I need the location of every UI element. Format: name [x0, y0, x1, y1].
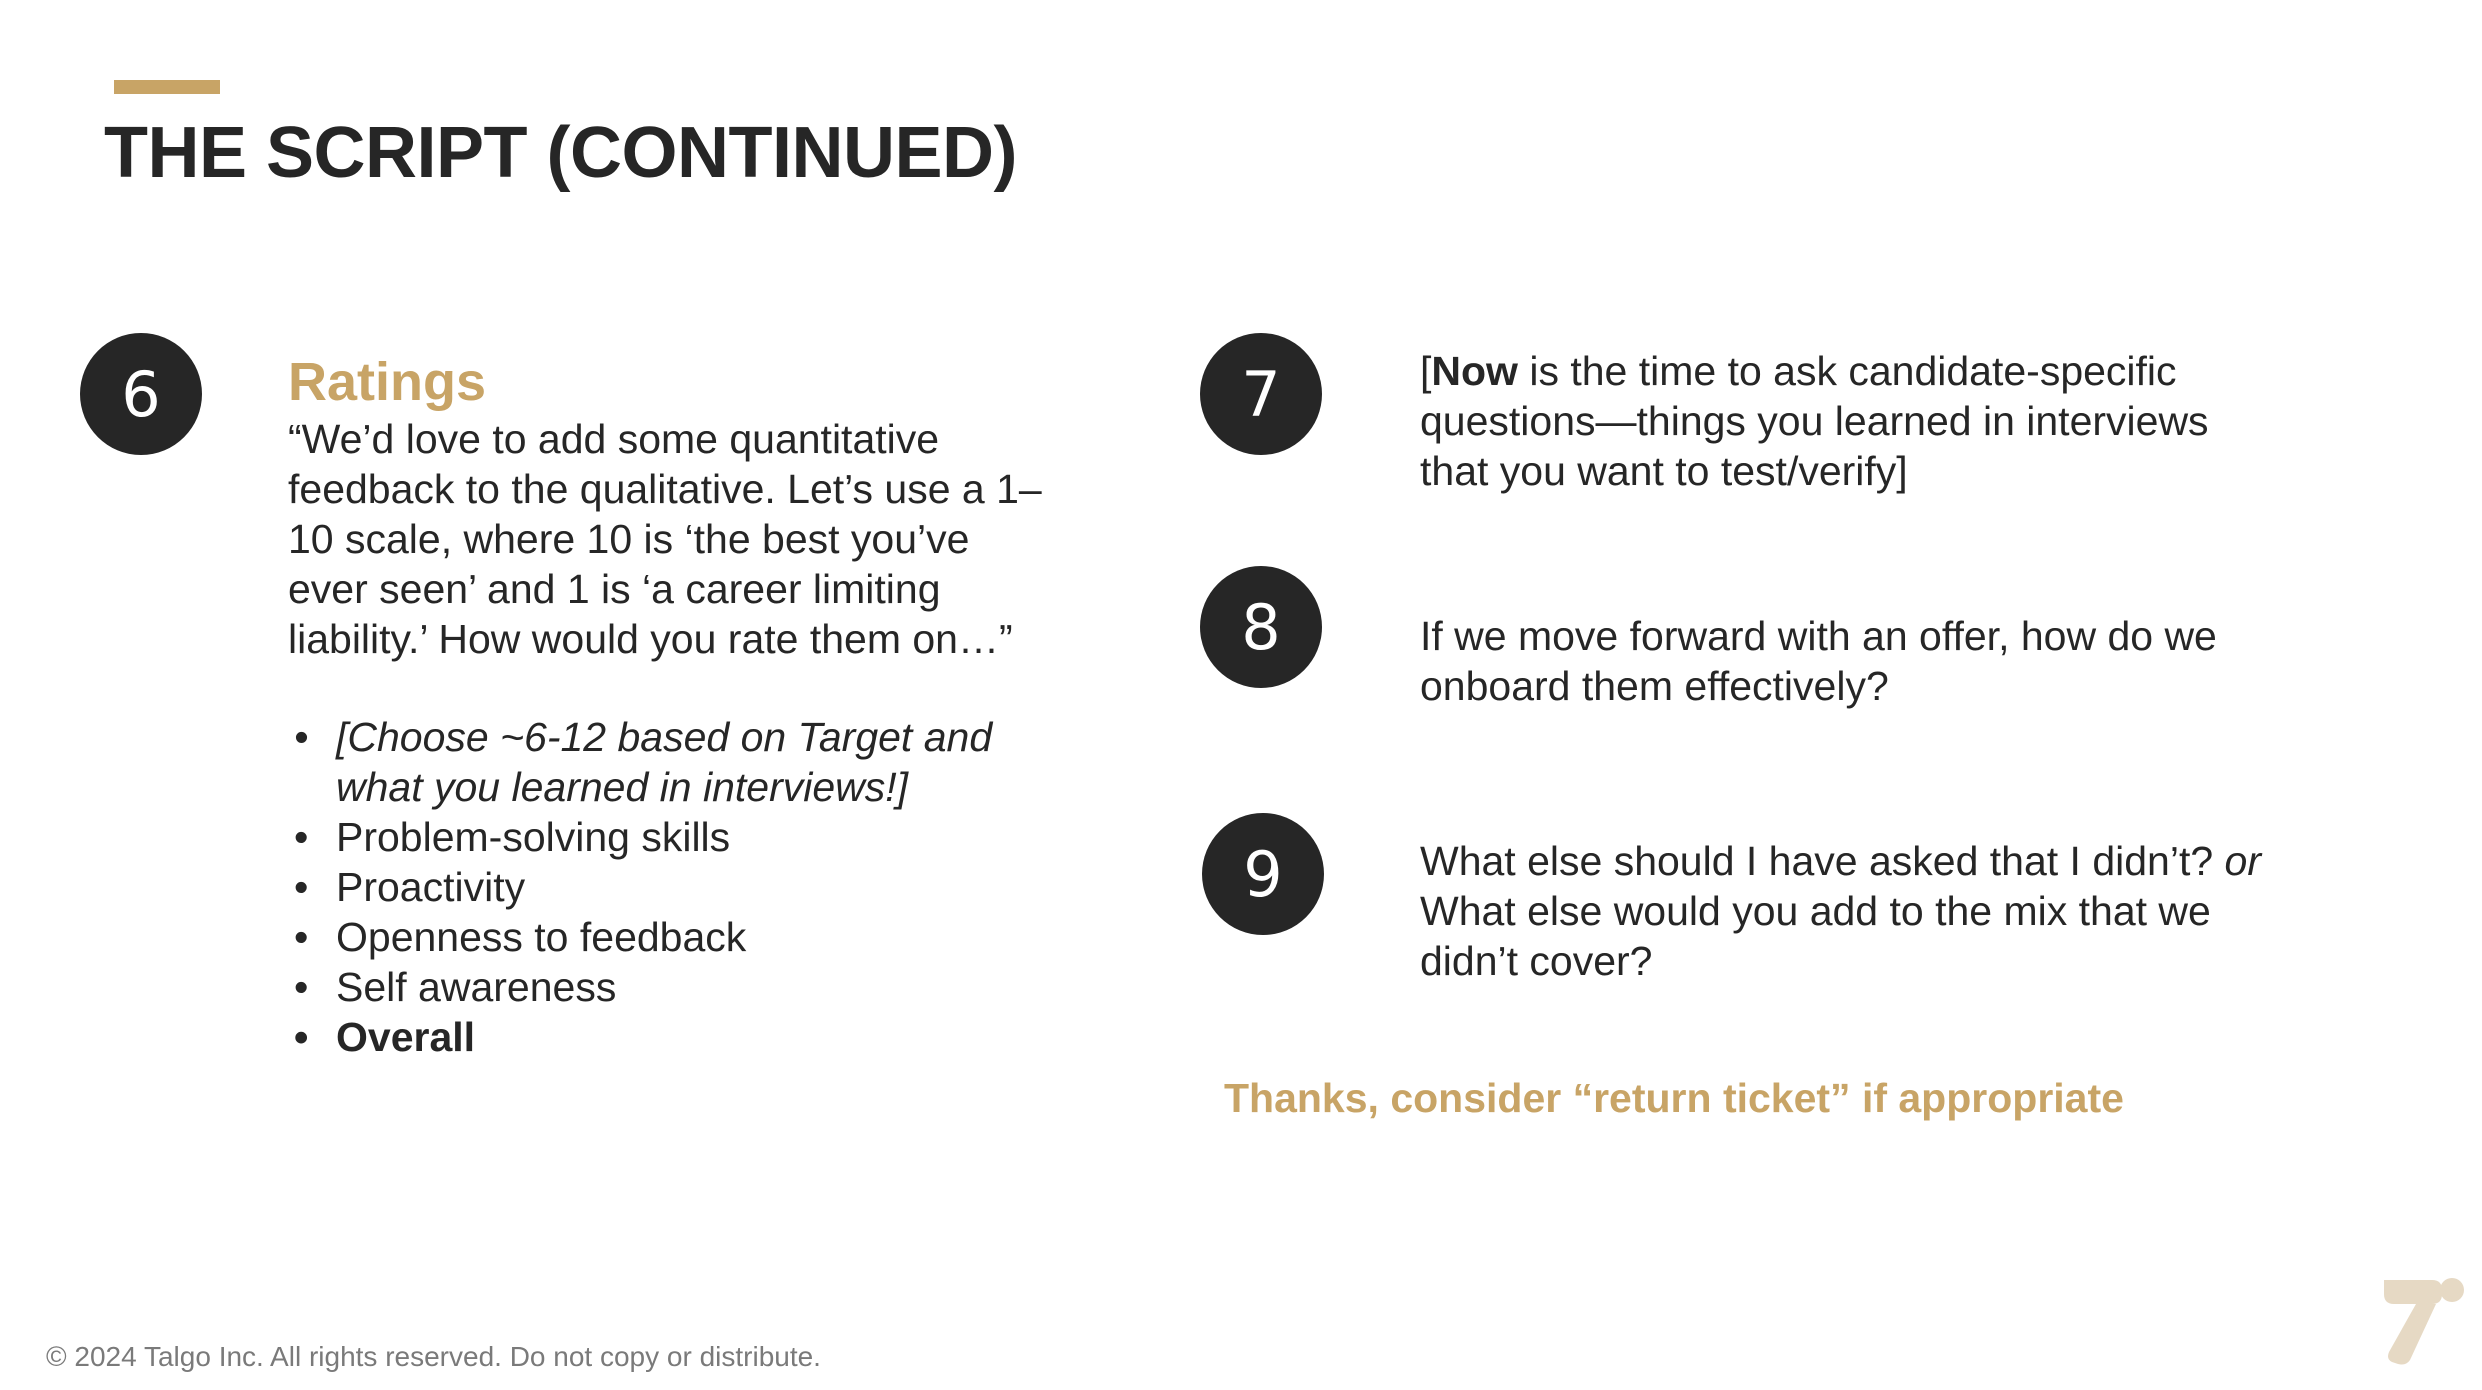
step-7-open-bracket: [: [1420, 348, 1432, 394]
list-item-instruction: • [Choose ~6-12 based on Target and what you learned in interviews!]: [288, 712, 1048, 812]
step-9-circle: [1202, 813, 1324, 935]
step-7-bold-word: Now: [1431, 348, 1518, 394]
step-7-number: 7: [1241, 357, 1281, 431]
list-item-proactivity: • Proactivity: [288, 862, 1048, 912]
step-6-circle: [80, 333, 202, 455]
list-item-self-awareness: • Self awareness: [288, 962, 1048, 1012]
step-7-circle: [1200, 333, 1322, 455]
title-accent-bar: [114, 80, 220, 94]
ratings-quote: “We’d love to add some quantitative feedback to the qualitative. Let’s use a 1–10 scale, where 10 is ‘the best you’ve ever seen’ and 1 is ‘a career limiting liability.’ How would you rate them on…”: [288, 416, 1042, 662]
step-8-circle: [1200, 566, 1322, 688]
talgo-logo-icon: [2376, 1276, 2466, 1366]
step-7-text: [1420, 346, 2280, 496]
page-title: THE SCRIPT (CONTINUED): [104, 113, 1017, 193]
step-6-number: 6: [121, 357, 161, 431]
step-9-italic-word: or: [2224, 838, 2262, 884]
step-9-text: [1420, 836, 2280, 986]
step-8-text: If we move forward with an offer, how do we onboard them effectively?: [1420, 613, 2217, 709]
list-item-problem-solving: • Problem-solving skills: [288, 812, 1048, 862]
footer-copyright: © 2024 Talgo Inc. All rights reserved. Do not copy or distribute.: [46, 1341, 821, 1372]
rating-criteria-list: [288, 712, 1048, 1062]
step-8-number: 8: [1241, 590, 1281, 664]
ratings-heading: Ratings: [288, 352, 487, 412]
list-item-overall: • Overall: [288, 1012, 1048, 1062]
step-9-number: 9: [1243, 837, 1283, 911]
list-item-openness: • Openness to feedback: [288, 912, 1048, 962]
step-9-after: What else would you add to the mix that we didn’t cover?: [1420, 888, 2211, 984]
step-9-before: What else should I have asked that I didn’t?: [1420, 838, 2225, 884]
step-7-body: is the time to ask candidate-specific questions—things you learned in interviews that you want to test/verify]: [1420, 348, 2209, 494]
thanks-note: Thanks, consider “return ticket” if appropriate: [1224, 1075, 2124, 1121]
